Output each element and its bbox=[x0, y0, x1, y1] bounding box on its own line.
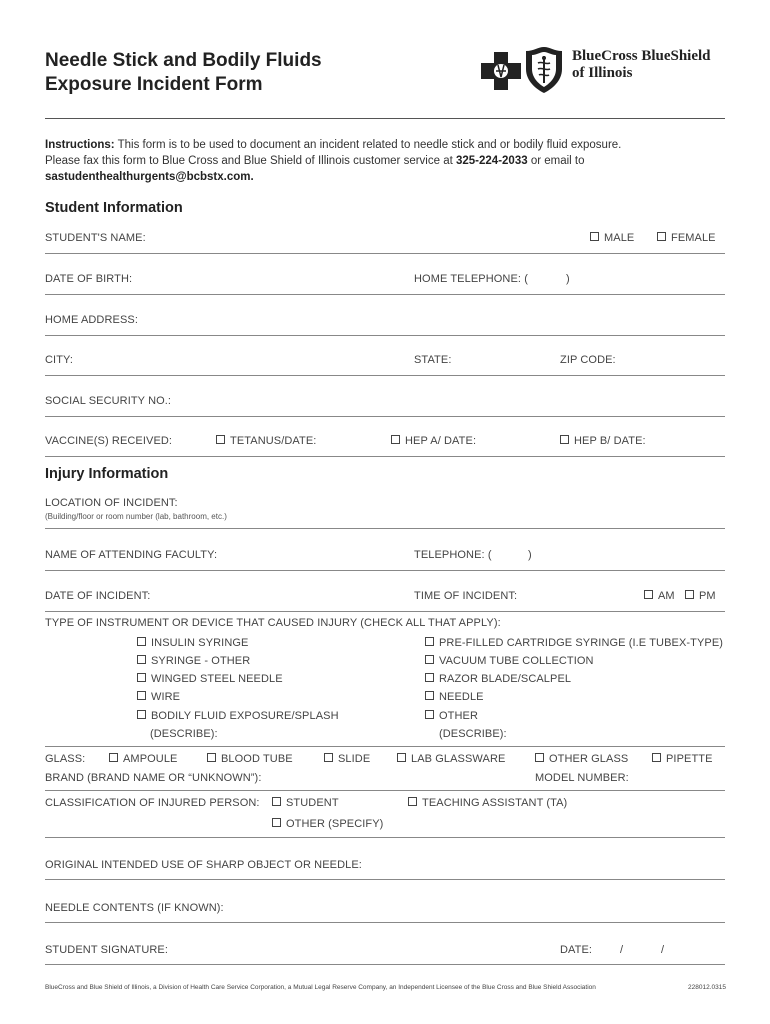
option-label: WIRE bbox=[151, 691, 181, 703]
brand-name bbox=[572, 48, 711, 82]
classification-label: CLASSIFICATION OF INJURED PERSON: bbox=[45, 797, 260, 809]
field-line bbox=[45, 746, 725, 747]
checkbox-icon bbox=[657, 232, 666, 241]
glass-option-ampoule[interactable] bbox=[109, 753, 178, 765]
instrument-option-bodily-fluid[interactable] bbox=[137, 710, 339, 722]
field-line bbox=[45, 837, 725, 838]
male-label: MALE bbox=[604, 232, 635, 244]
brand-line-2: of Illinois bbox=[572, 65, 633, 81]
glass-option-pipette[interactable] bbox=[652, 753, 713, 765]
home-telephone-close-paren: ) bbox=[566, 273, 570, 285]
option-label: OTHER bbox=[439, 710, 478, 722]
field-line bbox=[45, 611, 725, 612]
intended-use-label: ORIGINAL INTENDED USE OF SHARP OBJECT OR NEEDLE: bbox=[45, 859, 362, 871]
instrument-option-vacuum-tube[interactable] bbox=[425, 655, 594, 667]
checkbox-icon bbox=[272, 818, 281, 827]
instructions-label: Instructions: bbox=[45, 139, 115, 151]
field-line bbox=[45, 790, 725, 791]
checkbox-icon bbox=[137, 710, 146, 719]
option-label: TEACHING ASSISTANT (TA) bbox=[422, 797, 568, 809]
state-label: STATE: bbox=[414, 354, 452, 366]
instrument-option-needle[interactable] bbox=[425, 691, 484, 703]
glass-option-blood-tube[interactable] bbox=[207, 753, 293, 765]
checkbox-icon bbox=[137, 691, 146, 700]
glass-option-slide[interactable] bbox=[324, 753, 370, 765]
checkbox-icon bbox=[272, 797, 281, 806]
instrument-option-insulin-syringe[interactable] bbox=[137, 637, 248, 649]
classification-other-checkbox[interactable] bbox=[272, 818, 383, 830]
contact-email: sastudenthealthurgents@bcbstx.com. bbox=[45, 171, 254, 183]
option-label: INSULIN SYRINGE bbox=[151, 637, 249, 649]
option-label: OTHER GLASS bbox=[549, 753, 629, 765]
checkbox-icon bbox=[397, 753, 406, 762]
field-line bbox=[45, 964, 725, 965]
option-label: STUDENT bbox=[286, 797, 339, 809]
field-line bbox=[45, 335, 725, 336]
checkbox-icon bbox=[652, 753, 661, 762]
date-separator: / bbox=[620, 944, 624, 956]
signature-date-label: DATE: bbox=[560, 944, 593, 956]
option-label: VACUUM TUBE COLLECTION bbox=[439, 655, 594, 667]
checkbox-icon bbox=[408, 797, 417, 806]
header-divider bbox=[45, 118, 725, 119]
instrument-option-prefilled-cartridge[interactable] bbox=[425, 637, 723, 649]
instructions-text-1: This form is to be used to document an incident related to needle stick and or bodily fluid exposure. bbox=[114, 139, 622, 151]
checkbox-icon bbox=[109, 753, 118, 762]
telephone-label: TELEPHONE: ( bbox=[414, 549, 492, 561]
needle-contents-label: NEEDLE CONTENTS (IF KNOWN): bbox=[45, 902, 224, 914]
hep-a-checkbox[interactable] bbox=[391, 435, 476, 447]
date-of-birth-label: DATE OF BIRTH: bbox=[45, 273, 133, 285]
footer-legal-text: BlueCross and Blue Shield of Illinois, a Division of Health Care Service Corporation, a Mutual Legal Reserve Company, an Independent Licensee of the Blue Cross and Blue Shield Association bbox=[45, 984, 596, 991]
option-label: OTHER (SPECIFY) bbox=[286, 818, 384, 830]
field-line bbox=[45, 375, 725, 376]
instrument-option-razor-blade[interactable] bbox=[425, 673, 571, 685]
instrument-option-winged-steel-needle[interactable] bbox=[137, 673, 283, 685]
hep-b-checkbox[interactable] bbox=[560, 435, 646, 447]
option-label: SLIDE bbox=[338, 753, 371, 765]
form-title bbox=[45, 49, 322, 97]
instrument-option-syringe-other[interactable] bbox=[137, 655, 250, 667]
field-line bbox=[45, 416, 725, 417]
injury-information-heading: Injury Information bbox=[45, 466, 169, 482]
female-checkbox[interactable] bbox=[657, 232, 716, 244]
checkbox-icon bbox=[137, 673, 146, 682]
instrument-option-wire[interactable] bbox=[137, 691, 180, 703]
hep-a-label: HEP A/ DATE: bbox=[405, 435, 477, 447]
glass-option-lab-glassware[interactable] bbox=[397, 753, 505, 765]
option-label: RAZOR BLADE/SCALPEL bbox=[439, 673, 572, 685]
field-line bbox=[45, 528, 725, 529]
instructions bbox=[45, 137, 725, 185]
field-line bbox=[45, 879, 725, 880]
hep-b-label: HEP B/ DATE: bbox=[574, 435, 646, 447]
attending-faculty-label: NAME OF ATTENDING FACULTY: bbox=[45, 549, 218, 561]
checkbox-icon bbox=[590, 232, 599, 241]
title-line-2: Exposure Incident Form bbox=[45, 74, 263, 95]
model-number-label: MODEL NUMBER: bbox=[535, 772, 629, 784]
checkbox-icon bbox=[207, 753, 216, 762]
checkbox-icon bbox=[216, 435, 225, 444]
checkbox-icon bbox=[324, 753, 333, 762]
option-label: SYRINGE - OTHER bbox=[151, 655, 251, 667]
option-label: WINGED STEEL NEEDLE bbox=[151, 673, 283, 685]
checkbox-icon bbox=[644, 590, 653, 599]
instrument-option-other[interactable] bbox=[425, 710, 478, 722]
home-address-label: HOME ADDRESS: bbox=[45, 314, 138, 326]
classification-ta-checkbox[interactable] bbox=[408, 797, 567, 809]
option-label: LAB GLASSWARE bbox=[411, 753, 506, 765]
option-label: BODILY FLUID EXPOSURE/SPLASH bbox=[151, 710, 339, 722]
option-label: PRE-FILLED CARTRIDGE SYRINGE (I.E TUBEX-TYPE) bbox=[439, 637, 724, 649]
classification-student-checkbox[interactable] bbox=[272, 797, 339, 809]
checkbox-icon bbox=[391, 435, 400, 444]
vaccines-received-label: VACCINE(S) RECEIVED: bbox=[45, 435, 173, 447]
describe-left-label: (DESCRIBE): bbox=[150, 728, 218, 740]
location-hint: (Building/floor or room number (lab, bathroom, etc.) bbox=[45, 512, 227, 521]
checkbox-icon bbox=[535, 753, 544, 762]
female-label: FEMALE bbox=[671, 232, 716, 244]
home-telephone-label: HOME TELEPHONE: ( bbox=[414, 273, 528, 285]
option-label: AMPOULE bbox=[123, 753, 178, 765]
instrument-type-label: TYPE OF INSTRUMENT OR DEVICE THAT CAUSED INJURY (CHECK ALL THAT APPLY): bbox=[45, 617, 501, 629]
describe-right-label: (DESCRIBE): bbox=[439, 728, 507, 740]
brand-name-label: BRAND (BRAND NAME OR “UNKNOWN”): bbox=[45, 772, 262, 784]
am-label: AM bbox=[658, 590, 675, 602]
ssn-label: SOCIAL SECURITY NO.: bbox=[45, 395, 172, 407]
date-separator: / bbox=[661, 944, 665, 956]
student-signature-label: STUDENT SIGNATURE: bbox=[45, 944, 169, 956]
tetanus-checkbox[interactable] bbox=[216, 435, 316, 447]
field-line bbox=[45, 456, 725, 457]
blue-cross-logo-icon bbox=[481, 52, 521, 90]
student-information-heading: Student Information bbox=[45, 200, 183, 216]
location-label: LOCATION OF INCIDENT: bbox=[45, 497, 178, 509]
checkbox-icon bbox=[560, 435, 569, 444]
option-label: BLOOD TUBE bbox=[221, 753, 293, 765]
checkbox-icon bbox=[425, 673, 434, 682]
time-of-incident-label: TIME OF INCIDENT: bbox=[414, 590, 518, 602]
checkbox-icon bbox=[425, 655, 434, 664]
checkbox-icon bbox=[137, 655, 146, 664]
date-of-incident-label: DATE OF INCIDENT: bbox=[45, 590, 151, 602]
glass-label: GLASS: bbox=[45, 753, 86, 765]
fax-number: 325-224-2033 bbox=[456, 155, 528, 167]
option-label: NEEDLE bbox=[439, 691, 484, 703]
instructions-text-3: or email to bbox=[527, 155, 585, 167]
pm-checkbox[interactable] bbox=[685, 590, 716, 602]
am-checkbox[interactable] bbox=[644, 590, 675, 602]
glass-option-other-glass[interactable] bbox=[535, 753, 628, 765]
checkbox-icon bbox=[685, 590, 694, 599]
telephone-close-paren: ) bbox=[528, 549, 532, 561]
student-name-label: STUDENT'S NAME: bbox=[45, 232, 146, 244]
footer-form-number: 228012.0315 bbox=[688, 984, 726, 991]
male-checkbox[interactable] bbox=[590, 232, 634, 244]
zip-code-label: ZIP CODE: bbox=[560, 354, 616, 366]
checkbox-icon bbox=[425, 710, 434, 719]
brand-line-1: BlueCross BlueShield bbox=[572, 48, 711, 64]
instructions-text-2: Please fax this form to Blue Cross and Blue Shield of Illinois customer service at bbox=[45, 155, 456, 167]
blue-shield-logo-icon bbox=[524, 47, 564, 93]
field-line bbox=[45, 294, 725, 295]
title-line-1: Needle Stick and Bodily Fluids bbox=[45, 50, 322, 71]
field-line bbox=[45, 922, 725, 923]
checkbox-icon bbox=[425, 637, 434, 646]
field-line bbox=[45, 570, 725, 571]
pm-label: PM bbox=[699, 590, 716, 602]
tetanus-label: TETANUS/DATE: bbox=[230, 435, 317, 447]
city-label: CITY: bbox=[45, 354, 74, 366]
option-label: PIPETTE bbox=[666, 753, 713, 765]
checkbox-icon bbox=[425, 691, 434, 700]
checkbox-icon bbox=[137, 637, 146, 646]
field-line bbox=[45, 253, 725, 254]
